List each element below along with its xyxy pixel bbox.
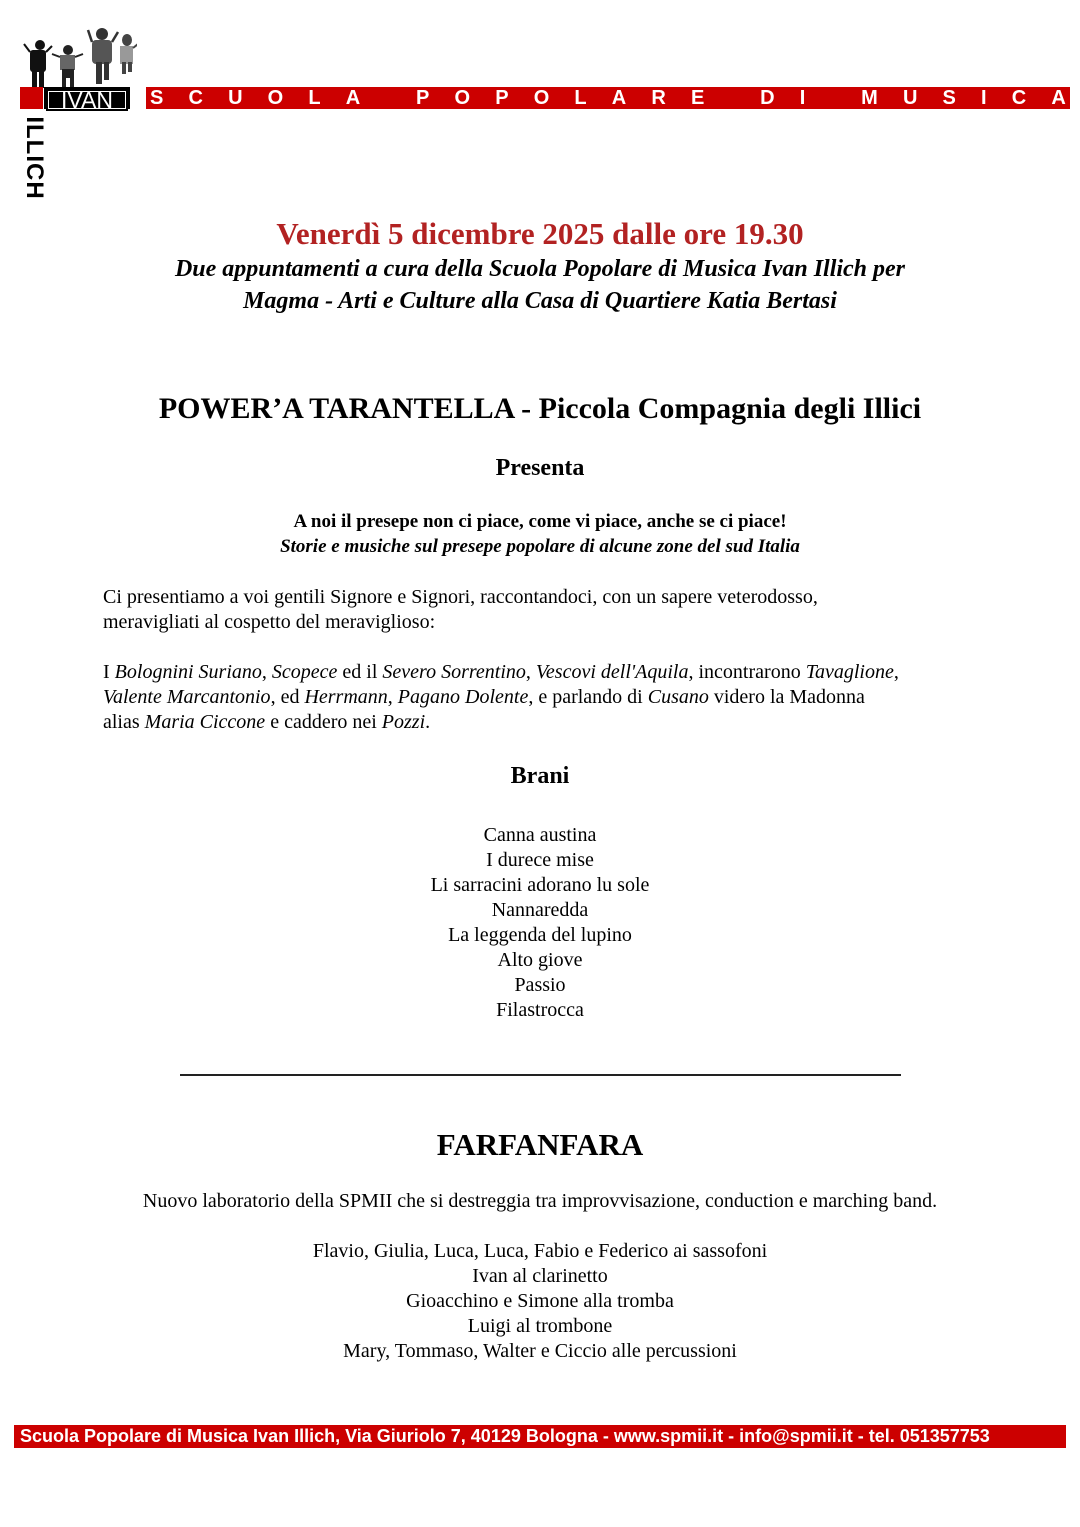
banner-letter: A bbox=[611, 87, 627, 109]
banner-letter: P bbox=[495, 87, 509, 109]
name-reference: Pagano Dolente bbox=[397, 686, 529, 708]
text-run: , ed bbox=[270, 686, 305, 708]
second-show-title: FARFANFARA bbox=[436, 1127, 644, 1162]
brano-item: Passio bbox=[514, 974, 566, 996]
name-reference: Vescovi dell'Aquila bbox=[535, 661, 689, 683]
footer-contact-bar: Scuola Popolare di Musica Ivan Illich, Via Giuriolo 7, 40129 Bologna - www.spmii.it - info@spmii.it - tel. 051357753 bbox=[14, 1425, 1066, 1448]
banner-letter: E bbox=[690, 87, 705, 109]
banner-letter: S bbox=[150, 87, 164, 109]
text-run: , incontrarono bbox=[688, 661, 806, 683]
event-subtitle bbox=[0, 253, 1080, 317]
banner-letter: L bbox=[574, 87, 587, 109]
name-reference: Tavaglione bbox=[805, 661, 894, 683]
text-run: , bbox=[387, 686, 398, 708]
show-title: A noi il presepe non ci piace, come vi piace, anche se ci piace! bbox=[293, 511, 787, 532]
brano-item: I durece mise bbox=[486, 849, 594, 871]
banner-letter bbox=[729, 87, 735, 109]
show-subtitle: Storie e musiche sul presepe popolare di alcune zone del sud Italia bbox=[280, 536, 800, 557]
text-run: , e parlando di bbox=[528, 686, 648, 708]
event-subtitle-line1: Due appuntamenti a cura della Scuola Popolare di Musica Ivan Illich per bbox=[174, 256, 906, 282]
text-run: ed il bbox=[337, 661, 383, 683]
banner-letter: S bbox=[942, 87, 956, 109]
banner-letter: A bbox=[1051, 87, 1066, 109]
school-name-banner bbox=[146, 87, 1070, 109]
names-paragraph bbox=[103, 660, 983, 735]
intro-paragraph bbox=[103, 585, 983, 635]
logo-dancing-children-image bbox=[12, 12, 137, 88]
section-divider bbox=[180, 1074, 901, 1076]
banner-letter: I bbox=[981, 87, 987, 109]
banner-letter: C bbox=[1011, 87, 1027, 109]
name-reference: Herrmann bbox=[304, 686, 388, 708]
text-run: , bbox=[525, 661, 536, 683]
member-line: Gioacchino e Simone alla tromba bbox=[406, 1290, 674, 1312]
text-run: , bbox=[261, 661, 272, 683]
member-line: Luigi al trombone bbox=[467, 1315, 613, 1337]
banner-letter: D bbox=[760, 87, 775, 109]
banner-letter: O bbox=[267, 87, 284, 109]
member-line: Flavio, Giulia, Luca, Luca, Fabio e Federico ai sassofoni bbox=[312, 1240, 768, 1262]
second-show-description: Nuovo laboratorio della SPMII che si destreggia tra improvvisazione, conduction e marching band. bbox=[142, 1190, 938, 1212]
banner-letter: C bbox=[188, 87, 203, 109]
presenta-heading: Presenta bbox=[495, 455, 585, 481]
intro-line: Ci presentiamo a voi gentili Signore e Signori, raccontandoci, con un sapere veterodosso, bbox=[103, 586, 818, 608]
event-subtitle-line2: Magma - Arti e Culture alla Casa di Quartiere Katia Bertasi bbox=[243, 288, 837, 314]
name-reference: Severo Sorrentino bbox=[382, 661, 526, 683]
banner-letter: R bbox=[651, 87, 666, 109]
banner-letter: O bbox=[454, 87, 471, 109]
name-reference: Pozzi bbox=[381, 711, 426, 733]
name-reference: Cusano bbox=[647, 686, 709, 708]
brano-item: Filastrocca bbox=[496, 999, 584, 1021]
brano-item: Li sarracini adorano lu sole bbox=[430, 874, 650, 896]
brano-item: Canna austina bbox=[483, 824, 597, 846]
banner-letter: U bbox=[228, 87, 243, 109]
first-show-title: POWER’A TARANTELLA - Piccola Compagnia degli Illici bbox=[158, 392, 922, 425]
text-run: . bbox=[425, 711, 431, 733]
intro-line: meravigliati al cospetto del meraviglioso: bbox=[103, 611, 436, 633]
text-run: alias bbox=[103, 711, 145, 733]
brani-heading: Brani bbox=[510, 763, 570, 789]
text-run: videro la Madonna bbox=[708, 686, 865, 708]
logo-ivan-label: IVAN bbox=[44, 87, 130, 109]
text-run: e caddero nei bbox=[265, 711, 382, 733]
banner-letter: I bbox=[799, 87, 806, 109]
name-reference: Maria Ciccone bbox=[144, 711, 266, 733]
banner-letter: O bbox=[533, 87, 550, 109]
member-line: Mary, Tommaso, Walter e Ciccio alle percussioni bbox=[343, 1340, 737, 1362]
banner-letter: L bbox=[308, 87, 321, 109]
name-reference: Bolognini Suriano bbox=[114, 661, 262, 683]
banner-letter: A bbox=[345, 87, 361, 109]
name-reference: Valente Marcantonio bbox=[103, 686, 271, 708]
banner-letter: P bbox=[416, 87, 430, 109]
event-date: Venerdì 5 dicembre 2025 dalle ore 19.30 bbox=[276, 216, 804, 251]
text-run: , bbox=[893, 661, 899, 683]
brano-item: Nannaredda bbox=[491, 899, 589, 921]
banner-letter bbox=[385, 87, 391, 109]
member-line: Ivan al clarinetto bbox=[472, 1265, 608, 1287]
text-run: I bbox=[103, 661, 115, 683]
brano-item: La leggenda del lupino bbox=[448, 924, 632, 946]
banner-letter: M bbox=[861, 87, 878, 109]
logo-illich-vertical-label: ILLICH bbox=[21, 116, 48, 200]
members-list bbox=[0, 1239, 1080, 1364]
logo-red-block bbox=[20, 87, 43, 109]
brani-list bbox=[0, 823, 1080, 1023]
brano-item: Alto giove bbox=[497, 949, 583, 971]
banner-letter bbox=[830, 87, 836, 109]
name-reference: Scopece bbox=[271, 661, 338, 683]
banner-letter: U bbox=[902, 87, 918, 109]
